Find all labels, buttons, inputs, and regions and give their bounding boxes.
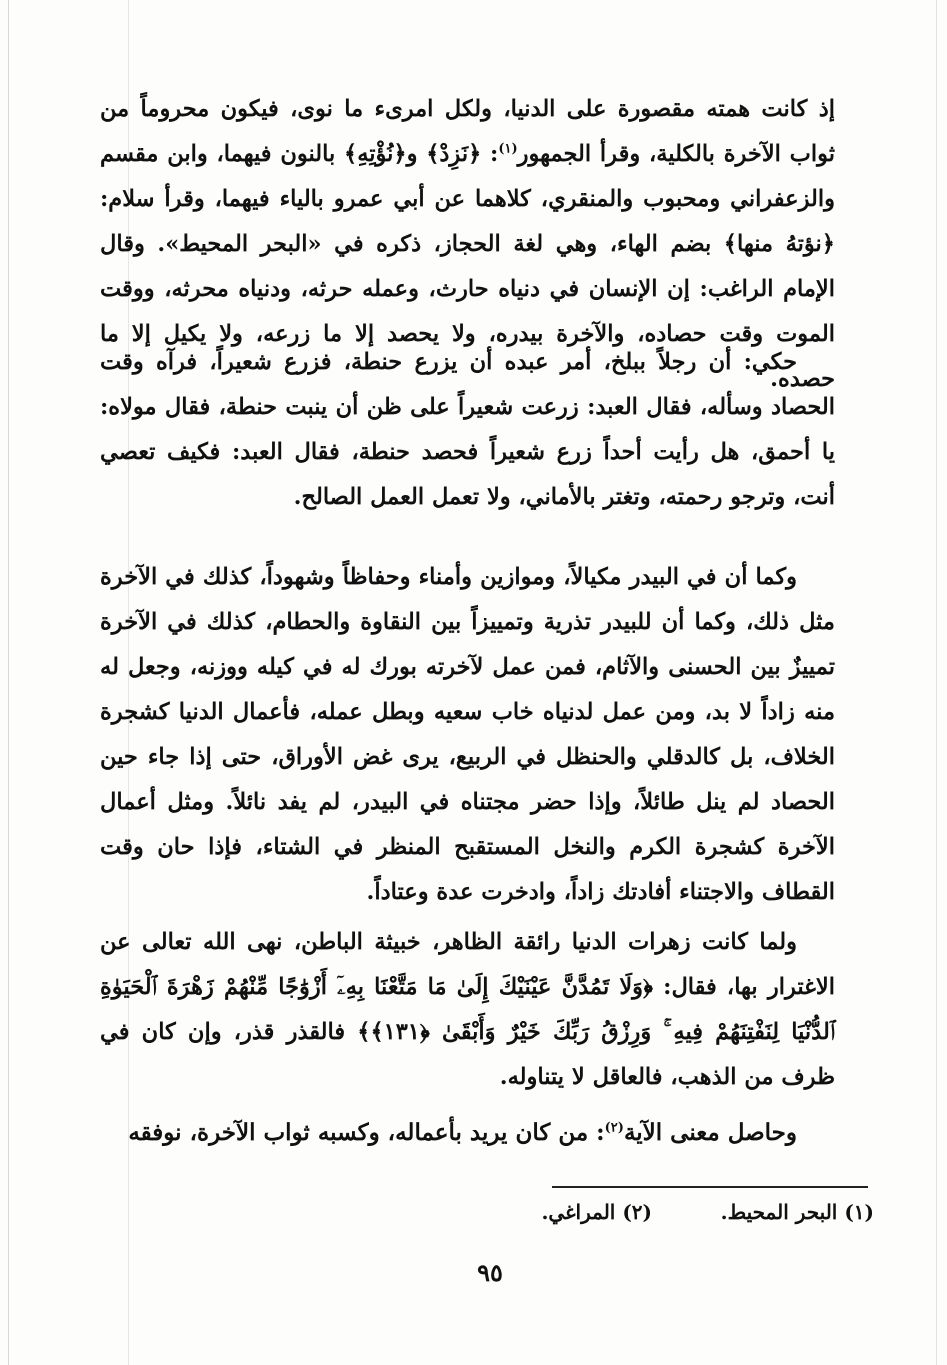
paragraph-1-text: إذ كانت همته مقصورة على الدنيا، ولكل امرىء ما نوى، فيكون محروماً من ثواب الآخرة بالكلية، وقرأ الجمهور <box>100 96 835 167</box>
paragraph-5-lead: وحاصل معنى الآية <box>623 1119 797 1146</box>
scan-edge-line <box>8 0 9 1365</box>
footnote-ref-1: (١) <box>498 141 518 157</box>
footnote-separator <box>552 1186 868 1188</box>
paragraph-4-text: ولما كانت زهرات الدنيا رائقة الظاهر، خبيثة الباطن، نهى الله تعالى عن الاغترار بها، فقال: ﴿وَلَا تَمُدَّنَّ عَيْنَيْكَ إِلَىٰ مَا مَتَّعْنَا بِهِۦٓ أَزْوَٰجًا مِّنْهُمْ زَهْرَةَ ٱلْحَيَوٰةِ ٱلدُّنْيَا لِنَفْتِنَهُمْ فِيهِ ۚ وَرِزْقُ رَبِّكَ خَيْرٌ وَأَبْقَىٰ ﴿١٣١﴾﴾ فالقذر قذر، وإن كان في ظرف من الذهب، فالعاقل لا يتناوله. <box>100 929 836 1090</box>
footnote-1: (١) البحر المحيط. <box>720 1200 874 1224</box>
page-number: ٩٥ <box>477 1258 503 1287</box>
paragraph-1-text-after: : ﴿نَزِدْ﴾ و﴿نُؤْتِهِ﴾ بالنون فيهما، وابن مقسم والزعفراني ومحبوب والمنقري، كلاهما عن أبي عمرو بالياء فيهما، وقرأ سلام: ﴿نؤتهُ منها﴾ بضم الهاء، وهي لغة الحجاز، ذكره في «البحر المحيط». وقال الإمام الراغب: إن الإنسان في دنياه حارث، وعمله حرثه، ودنياه محرثه، ووقت الموت وقت حصاده، والآخرة بيدره، ولا يحصد إلا ما زرعه، ولا يكيل إلا ما حصده. <box>100 141 835 392</box>
scan-edge-line-right <box>936 0 937 1365</box>
footnote-ref-2: (٢) <box>604 1120 624 1136</box>
paragraph-3 <box>100 555 835 915</box>
paragraph-2-text: حكي: أن رجلاً ببلخ، أمر عبده أن يزرع حنطة، فزرع شعيراً، فرآه وقت الحصاد وسأله، فقال العبد: زرعت شعيراً على ظن أن ينبت حنطة، فقال مولاه: يا أحمق، هل رأيت أحداً زرع شعيراً فحصد حنطة، فقال العبد: فكيف تعصي أنت، وترجو رحمته، وتغتر بالأماني، ولا تعمل العمل الصالح. <box>100 349 835 510</box>
paragraph-5 <box>100 1110 835 1155</box>
paragraph-2 <box>100 340 835 520</box>
footnote-2: (٢) المراغي. <box>541 1200 652 1224</box>
paragraph-5-text: : من كان يريد بأعماله، وكسبه ثواب الآخرة، نوفقه <box>128 1119 605 1146</box>
paragraph-3-text: وكما أن في البيدر مكيالاً، وموازين وأمناء وحفاظاً وشهوداً، كذلك في الآخرة مثل ذلك، وكما أن للبيدر تذرية وتمييزاً بين النقاوة والحطام، كذلك في الآخرة تمييزٌ بين الحسنى والآثام، فمن عمل لآخرته بورك له في كيله ووزنه، وجعل له منه زاداً لا بد، ومن عمل لدنياه خاب سعيه وبطل عمله، فأعمال الدنيا كشجرة الخلاف، بل كالدقلي والحنظل في الربيع، يرى غض الأوراق، حتى إذا جاء حين الحصاد لم ينل طائلاً، وإذا حضر مجتناه في البيدر، لم يفد نائلاً. ومثل أعمال الآخرة كشجرة الكرم والنخل المستقبح المنظر في الشتاء، فإذا حان وقت القطاف والاجتناء أفادتك زاداً، وادخرت عدة وعتاداً. <box>100 564 835 905</box>
footnotes <box>300 1200 874 1236</box>
paragraph-4 <box>100 920 835 1100</box>
